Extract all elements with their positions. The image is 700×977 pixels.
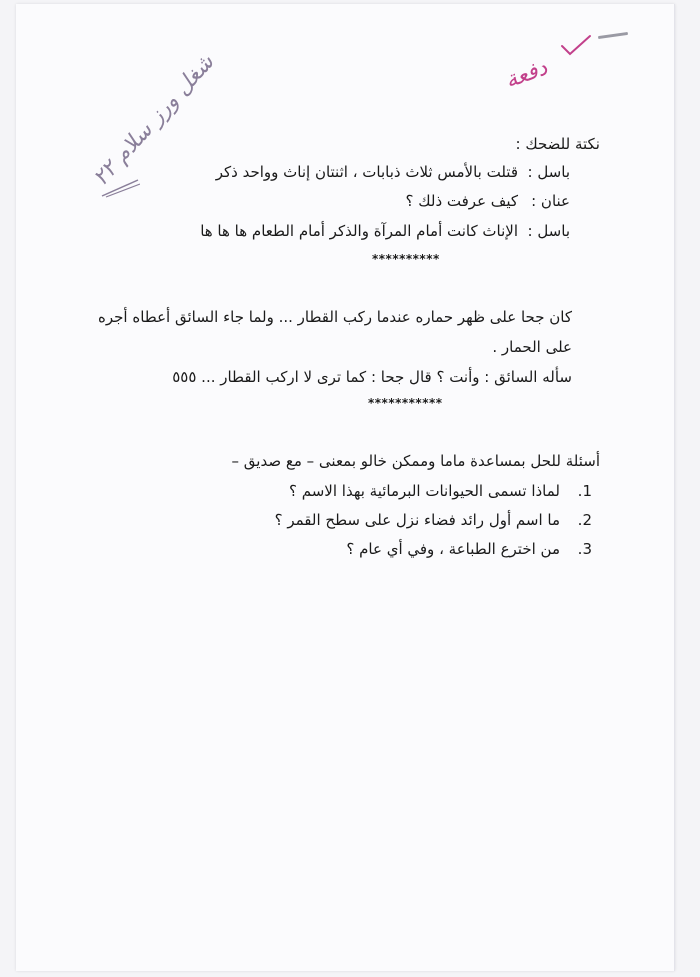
question-text: ما اسم أول رائد فضاء نزل على سطح القمر ؟ [274, 511, 560, 529]
question-number: 2. [577, 511, 592, 529]
dialogue-text: قتلت بالأمس ثلاث ذبابات ، اثنتان إناث وواحد ذكر [215, 163, 518, 181]
handwritten-note-top: دفعة [502, 55, 551, 94]
joke-heading: نكتة للضحك : [515, 135, 600, 153]
dialogue-speaker: باسل : [527, 163, 570, 181]
questions-intro: أسئلة للحل بمساعدة ماما وممكن خالو بمعنى – مع صديق – [231, 452, 600, 470]
dialogue-text: كيف عرفت ذلك ؟ [405, 192, 518, 210]
dialogue-speaker: باسل : [527, 222, 570, 240]
divider-stars: *********** [368, 396, 443, 410]
checkmark-icon [560, 34, 592, 56]
question-number: 3. [577, 540, 592, 558]
story-line: على الحمار . [492, 338, 572, 356]
story-line: كان جحا على ظهر حماره عندما ركب القطار ... ولما جاء السائق أعطاه أجره [98, 308, 572, 326]
question-text: من اخترع الطباعة ، وفي أي عام ؟ [346, 540, 560, 558]
dialogue-text: الإناث كانت أمام المرآة والذكر أمام الطعام ها ها ها [200, 222, 518, 240]
divider-stars: ********** [372, 252, 440, 266]
handwritten-note-left: شغل ورز سلام ٢٢ [88, 49, 219, 192]
question-text: لماذا تسمى الحيوانات البرمائية بهذا الاسم ؟ [289, 482, 560, 500]
handwritten-underline [100, 178, 140, 198]
story-line: سأله السائق : وأنت ؟ قال جحا : كما ترى لا اركب القطار ... ٥٥٥ [172, 368, 572, 386]
question-number: 1. [577, 482, 592, 500]
dialogue-speaker: عنان : [531, 192, 570, 210]
